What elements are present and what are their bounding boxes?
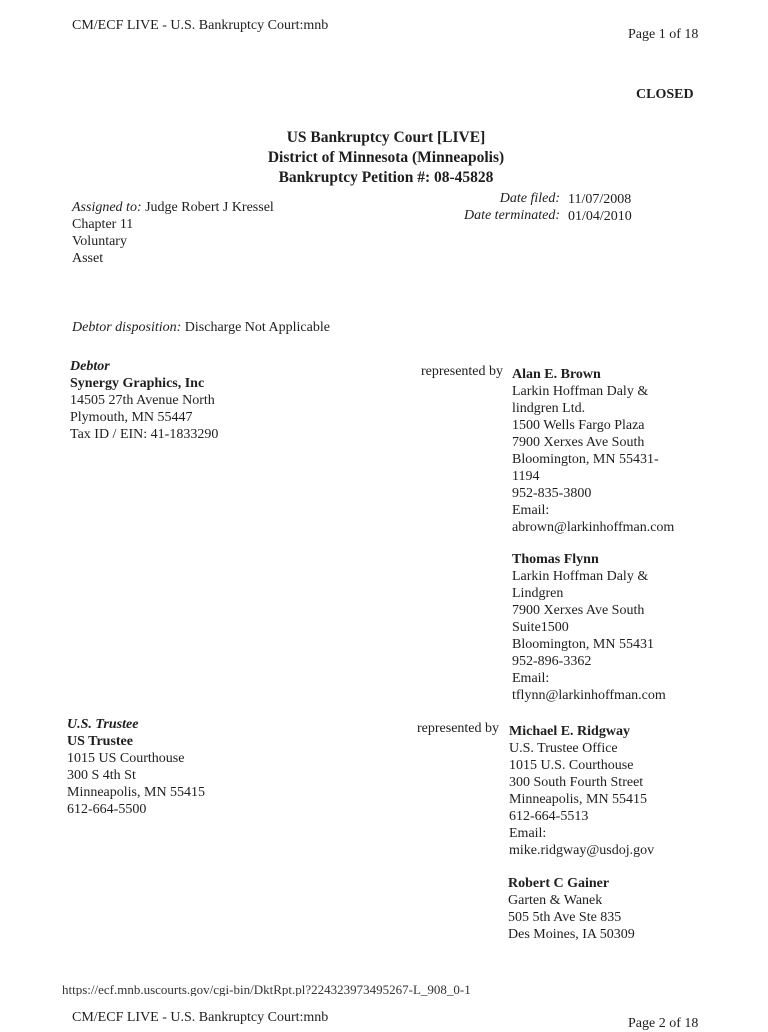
attorney-firm: U.S. Trustee Office: [509, 741, 618, 756]
attorney-name: Thomas Flynn: [512, 552, 599, 567]
attorney-name: Alan E. Brown: [512, 367, 601, 382]
asset-status: Asset: [72, 251, 104, 266]
debtor-tax-id: Tax ID / EIN: 41-1833290: [70, 427, 219, 442]
attorney-address: Suite1500: [512, 620, 569, 635]
debtor-address-line: Plymouth, MN 55447: [70, 410, 193, 425]
assigned-judge: Judge Robert J Kressel: [145, 200, 274, 215]
next-page-number: Page 2 of 18: [628, 1016, 699, 1031]
attorney-phone: 952-835-3800: [512, 486, 592, 501]
attorney-address: Bloomington, MN 55431: [512, 637, 654, 652]
attorney-address: 7900 Xerxes Ave South: [512, 435, 645, 450]
trustee-name: US Trustee: [67, 734, 133, 749]
disposition-value: Discharge Not Applicable: [184, 320, 330, 335]
attorney-address: 1015 U.S. Courthouse: [509, 758, 634, 773]
assigned-label: Assigned to:: [72, 200, 142, 215]
represented-by-label: represented by: [417, 721, 500, 736]
docket-title: [234, 128, 538, 188]
debtor-party: [70, 358, 218, 443]
attorney-name: Michael E. Ridgway: [509, 724, 630, 739]
trustee-address-line: Minneapolis, MN 55415: [67, 785, 206, 800]
court-name: US Bankruptcy Court [LIVE]: [286, 129, 486, 146]
page-footer-url: https://ecf.mnb.uscourts.gov/cgi-bin/DktRpt.pl?224323973495267-L_908_0-1: [62, 982, 471, 996]
petition-number: Bankruptcy Petition #: 08-45828: [278, 169, 494, 186]
disposition-label: Debtor disposition:: [72, 320, 182, 335]
attorney-address: 1500 Wells Fargo Plaza: [512, 418, 645, 433]
attorney-address: 1194: [512, 469, 540, 484]
attorney-address: Minneapolis, MN 55415: [509, 792, 648, 807]
trustee-role: U.S. Trustee: [67, 717, 139, 732]
attorney-firm: Lindgren: [512, 586, 564, 601]
case-info: [72, 199, 274, 267]
date-labels: [440, 190, 560, 224]
debtor-disposition: [72, 320, 330, 336]
chapter: Chapter 11: [72, 217, 134, 232]
date-filed-label: Date filed:: [499, 191, 560, 206]
attorney-name: Robert C Gainer: [508, 876, 610, 891]
page-header-left: CM/ECF LIVE - U.S. Bankruptcy Court:mnb: [72, 18, 329, 33]
debtor-name: Synergy Graphics, Inc: [70, 376, 205, 391]
trustee-address-line: 300 S 4th St: [67, 768, 136, 783]
date-terminated: 01/04/2010: [568, 209, 632, 224]
page-number: Page 1 of 18: [628, 27, 699, 42]
attorney-firm: Larkin Hoffman Daly &: [512, 569, 649, 584]
attorney-address: Bloomington, MN 55431-: [512, 452, 659, 467]
attorney-phone: 952-896-3362: [512, 654, 592, 669]
attorney-email: tflynn@larkinhoffman.com: [512, 688, 666, 703]
assigned-to: [72, 199, 274, 216]
attorney-firm: Larkin Hoffman Daly &: [512, 384, 649, 399]
attorney-firm: lindgren Ltd.: [512, 401, 586, 416]
attorney-block: [512, 551, 666, 704]
next-page-header-left: CM/ECF LIVE - U.S. Bankruptcy Court:mnb: [72, 1010, 329, 1025]
case-status-badge: CLOSED: [636, 87, 694, 102]
date-filed: 11/07/2008: [568, 192, 632, 207]
attorney-address: 7900 Xerxes Ave South: [512, 603, 645, 618]
attorney-address: 300 South Fourth Street: [509, 775, 644, 790]
court-district: District of Minnesota (Minneapolis): [267, 149, 505, 166]
represented-by-label: represented by: [421, 364, 504, 379]
attorney-block: [508, 875, 635, 943]
attorney-email: mike.ridgway@usdoj.gov: [509, 843, 655, 858]
attorney-email-label: Email:: [512, 671, 550, 686]
trustee-party: [67, 716, 205, 818]
attorney-block: [512, 366, 674, 536]
attorney-block: [509, 723, 654, 859]
attorney-email-label: Email:: [512, 503, 550, 518]
debtor-address-line: 14505 27th Avenue North: [70, 393, 215, 408]
date-values: [568, 191, 632, 225]
trustee-phone: 612-664-5500: [67, 802, 147, 817]
case-type: Voluntary: [72, 234, 127, 249]
attorney-address: 505 5th Ave Ste 835: [508, 910, 622, 925]
attorney-address: Des Moines, IA 50309: [508, 927, 635, 942]
attorney-email-label: Email:: [509, 826, 547, 841]
attorney-email: abrown@larkinhoffman.com: [512, 520, 675, 535]
attorney-firm: Garten & Wanek: [508, 893, 603, 908]
trustee-address-line: 1015 US Courthouse: [67, 751, 185, 766]
attorney-phone: 612-664-5513: [509, 809, 589, 824]
date-terminated-label: Date terminated:: [463, 208, 560, 223]
debtor-role: Debtor: [70, 359, 110, 374]
